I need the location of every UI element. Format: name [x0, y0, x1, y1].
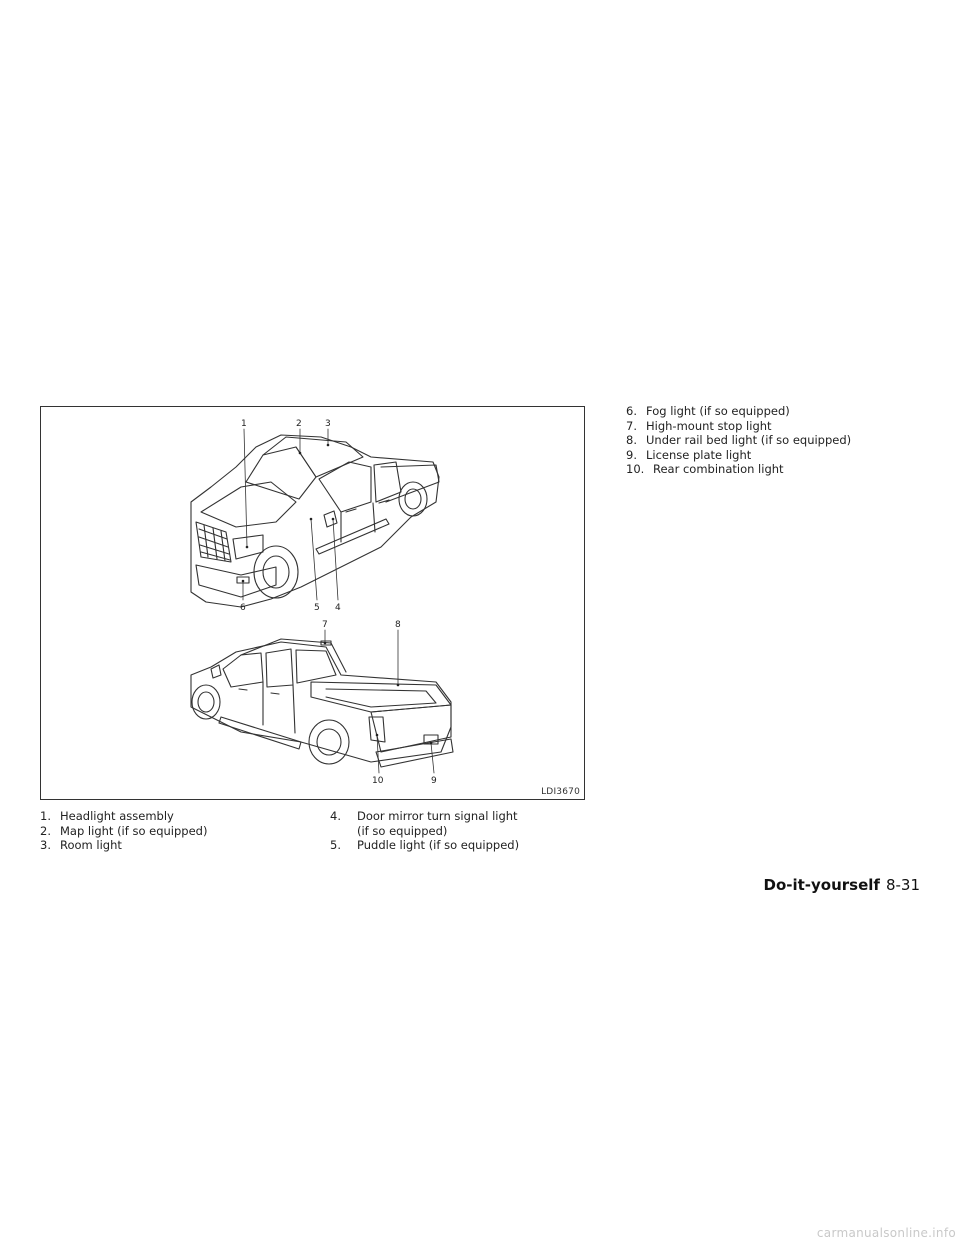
page-footer: [764, 876, 921, 894]
legend-text-continued: (if so equipped): [357, 823, 448, 838]
legend-text: Puddle light (if so equipped): [357, 838, 520, 853]
callout-9: 9: [431, 776, 437, 786]
legend-item: [626, 404, 851, 419]
legend-text: Under rail bed light (if so equipped): [646, 433, 852, 448]
legend-text: Door mirror turn signal light: [357, 809, 518, 823]
page-number: 8-31: [885, 876, 920, 894]
legend-text: Map light (if so equipped): [60, 823, 208, 838]
legend-item: [40, 824, 207, 839]
legend-item: [40, 809, 207, 824]
rear-view-truck: [191, 639, 453, 767]
legend-item: [626, 462, 851, 477]
legend-text: License plate light: [646, 447, 752, 462]
legend-number: 6.: [626, 404, 637, 418]
watermark: carmanualsonline.info: [816, 1226, 956, 1240]
legend-item: [40, 838, 207, 853]
legend-item: [330, 809, 519, 824]
callout-3: 3: [325, 419, 331, 429]
legend-text: Headlight assembly: [60, 809, 174, 823]
legend-number: 8.: [626, 433, 637, 448]
legend-column-2: [330, 809, 519, 853]
legend-number: 2.: [40, 823, 51, 838]
legend-column-3: [626, 404, 851, 477]
legend-number: 4.: [330, 809, 341, 823]
legend-text: Fog light (if so equipped): [646, 404, 790, 418]
legend-number: 7.: [626, 418, 637, 433]
legend-number: 10.: [626, 462, 645, 477]
legend-item: [626, 419, 851, 434]
legend-text: Rear combination light: [653, 462, 784, 477]
legend-number: 9.: [626, 447, 637, 462]
front-view-truck: [191, 435, 439, 607]
figure-code: LDI3670: [541, 787, 580, 797]
callout-lines: [243, 429, 434, 773]
callout-4: 4: [335, 603, 341, 613]
legend-text: High-mount stop light: [646, 418, 772, 433]
legend-number: 1.: [40, 809, 51, 823]
legend-item: [626, 448, 851, 463]
legend-item: [626, 433, 851, 448]
callout-10: 10: [372, 776, 384, 786]
callout-7: 7: [322, 620, 328, 630]
callout-1: 1: [241, 419, 247, 429]
section-title: Do-it-yourself: [763, 876, 880, 894]
truck-line-drawing: [41, 407, 585, 800]
callout-2: 2: [296, 419, 302, 429]
callout-5: 5: [314, 603, 320, 613]
callout-6: 6: [240, 603, 246, 613]
legend-number: 5.: [330, 838, 341, 853]
legend-item: [330, 838, 519, 853]
callout-8: 8: [395, 620, 401, 630]
legend-text: Room light: [60, 838, 122, 853]
vehicle-lights-figure: [40, 406, 585, 800]
legend-number: 3.: [40, 838, 51, 853]
legend-column-1: [40, 809, 207, 853]
